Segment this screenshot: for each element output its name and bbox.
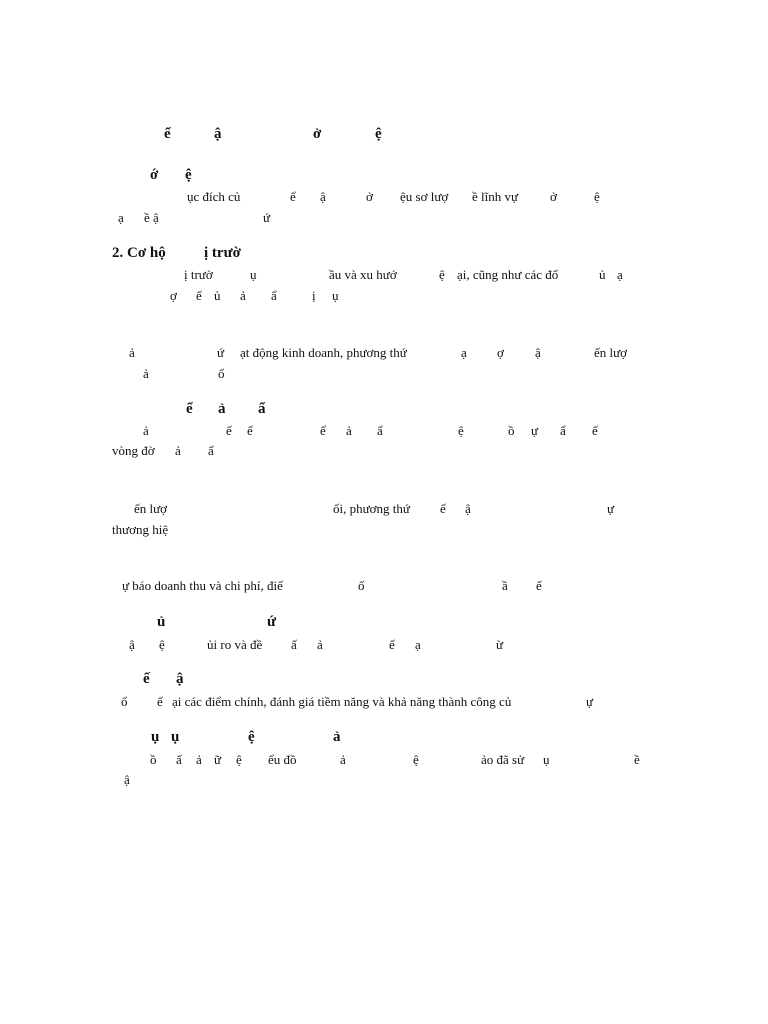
subheading-fragment: ụ bbox=[171, 729, 180, 745]
text-fragment: ế bbox=[157, 694, 163, 709]
text-fragment: ến lượ bbox=[134, 501, 168, 516]
text-fragment: ậ bbox=[129, 637, 135, 652]
text-fragment: ợ bbox=[497, 345, 504, 360]
text-fragment: ậ bbox=[320, 189, 326, 204]
heading-fragment: ể bbox=[164, 126, 171, 142]
text-fragment: ại, cũng như các đố bbox=[457, 267, 559, 282]
text-fragment: ứ bbox=[263, 210, 271, 225]
text-fragment: ối, phương thứ bbox=[333, 501, 410, 516]
text-fragment: ổ bbox=[121, 694, 128, 709]
text-fragment: ở bbox=[550, 189, 557, 204]
text-fragment: ả bbox=[196, 752, 202, 767]
subheading-fragment: ả bbox=[218, 401, 226, 417]
text-fragment: ị trườ bbox=[184, 267, 213, 282]
text-fragment: ệu sơ lượ bbox=[400, 189, 449, 204]
text-fragment: ệ bbox=[439, 267, 445, 282]
text-fragment: ệ bbox=[236, 752, 242, 767]
text-fragment: thương hiệ bbox=[112, 522, 169, 537]
text-fragment: ề bbox=[634, 752, 640, 767]
text-fragment: ồ bbox=[150, 752, 157, 767]
text-fragment: ạt động kinh doanh, phương thứ bbox=[240, 345, 407, 360]
text-fragment: ủ bbox=[599, 267, 606, 282]
text-fragment: ạ bbox=[617, 267, 623, 282]
text-fragment: vòng đờ bbox=[112, 443, 155, 458]
text-fragment: ệ bbox=[594, 189, 600, 204]
text-fragment: ự bbox=[607, 501, 615, 516]
text-fragment: ậ bbox=[124, 772, 130, 787]
text-fragment: ạ bbox=[461, 345, 467, 360]
text-fragment: ục đích củ bbox=[187, 189, 241, 204]
text-fragment: ủi ro và đề bbox=[207, 637, 263, 652]
subheading-fragment: ẩ bbox=[258, 401, 266, 417]
text-fragment: ệ bbox=[159, 637, 165, 652]
text-fragment: ả bbox=[175, 443, 181, 458]
text-fragment: ừ bbox=[496, 637, 504, 652]
text-fragment: ả bbox=[143, 423, 149, 438]
text-fragment: ả bbox=[340, 752, 346, 767]
text-fragment: ệ bbox=[413, 752, 419, 767]
text-fragment: ẩ bbox=[560, 423, 566, 438]
heading-fragment: ở bbox=[313, 126, 322, 142]
subheading-fragment: ậ bbox=[176, 671, 184, 687]
text-fragment: ữ bbox=[214, 752, 222, 767]
text-fragment: ả bbox=[317, 637, 323, 652]
text-fragment: ạ bbox=[415, 637, 421, 652]
text-fragment: ự bbox=[586, 694, 594, 709]
subheading-fragment: ụ bbox=[151, 729, 160, 745]
text-fragment: ế bbox=[196, 288, 202, 303]
text-fragment: ế bbox=[440, 501, 446, 516]
text-fragment: ế bbox=[226, 423, 232, 438]
subheading-fragment: ệ bbox=[248, 729, 255, 745]
subheading-fragment: ế bbox=[143, 671, 150, 687]
text-fragment: ẩ bbox=[377, 423, 383, 438]
subheading-fragment: ả bbox=[333, 729, 341, 745]
text-fragment: ồ bbox=[508, 423, 515, 438]
text-fragment: ấ bbox=[291, 637, 297, 652]
text-fragment: ả bbox=[240, 288, 246, 303]
text-fragment: ể bbox=[290, 189, 296, 204]
text-fragment: ả bbox=[346, 423, 352, 438]
text-fragment: ệ bbox=[458, 423, 464, 438]
section-heading-fragment: ị trườ bbox=[204, 245, 241, 261]
text-fragment: ến lượ bbox=[594, 345, 628, 360]
text-fragment: ụ bbox=[250, 267, 257, 282]
text-fragment: ự bbox=[531, 423, 539, 438]
subheading-fragment: ể bbox=[186, 401, 193, 417]
text-fragment: ế bbox=[592, 423, 598, 438]
text-fragment: ố bbox=[358, 578, 365, 593]
text-fragment: ứ bbox=[217, 345, 225, 360]
text-fragment: ầ bbox=[502, 578, 508, 593]
subheading-fragment: ứ bbox=[267, 614, 277, 630]
subheading-fragment: ủ bbox=[157, 614, 166, 630]
text-fragment: ủ bbox=[214, 288, 221, 303]
section-heading-fragment: 2. Cơ hộ bbox=[112, 245, 166, 261]
heading-fragment: ệ bbox=[375, 126, 382, 142]
text-fragment: ợ bbox=[170, 288, 177, 303]
text-fragment: ự báo doanh thu và chi phí, điể bbox=[122, 578, 283, 593]
text-fragment: ả bbox=[129, 345, 135, 360]
text-fragment: ại các điểm chính, đánh giá tiềm năng và khả năng thành công củ bbox=[172, 694, 512, 709]
text-fragment: ụ bbox=[332, 288, 339, 303]
text-fragment: ị bbox=[312, 288, 316, 303]
text-fragment: ề ậ bbox=[144, 210, 159, 225]
text-fragment: ế bbox=[536, 578, 542, 593]
text-fragment: ế bbox=[247, 423, 253, 438]
text-fragment: ểu đồ bbox=[268, 752, 297, 767]
text-fragment: ả bbox=[143, 366, 149, 381]
subheading-fragment: ớ bbox=[150, 167, 159, 183]
text-fragment: ậ bbox=[535, 345, 541, 360]
text-fragment: ầu và xu hướ bbox=[329, 267, 397, 282]
text-fragment: ế bbox=[389, 637, 395, 652]
text-fragment: ậ bbox=[465, 501, 471, 516]
text-fragment: ấ bbox=[176, 752, 182, 767]
text-fragment: ể bbox=[320, 423, 326, 438]
heading-fragment: ậ bbox=[214, 126, 222, 142]
text-fragment: ảo đã sử bbox=[481, 752, 525, 767]
text-fragment: ố bbox=[218, 366, 225, 381]
text-fragment: ề lĩnh vự bbox=[472, 189, 519, 204]
text-fragment: ẩ bbox=[208, 443, 214, 458]
text-fragment: ẩ bbox=[271, 288, 277, 303]
subheading-fragment: ệ bbox=[185, 167, 192, 183]
text-fragment: ụ bbox=[543, 752, 550, 767]
text-fragment: ạ bbox=[118, 210, 124, 225]
text-fragment: ở bbox=[366, 189, 373, 204]
